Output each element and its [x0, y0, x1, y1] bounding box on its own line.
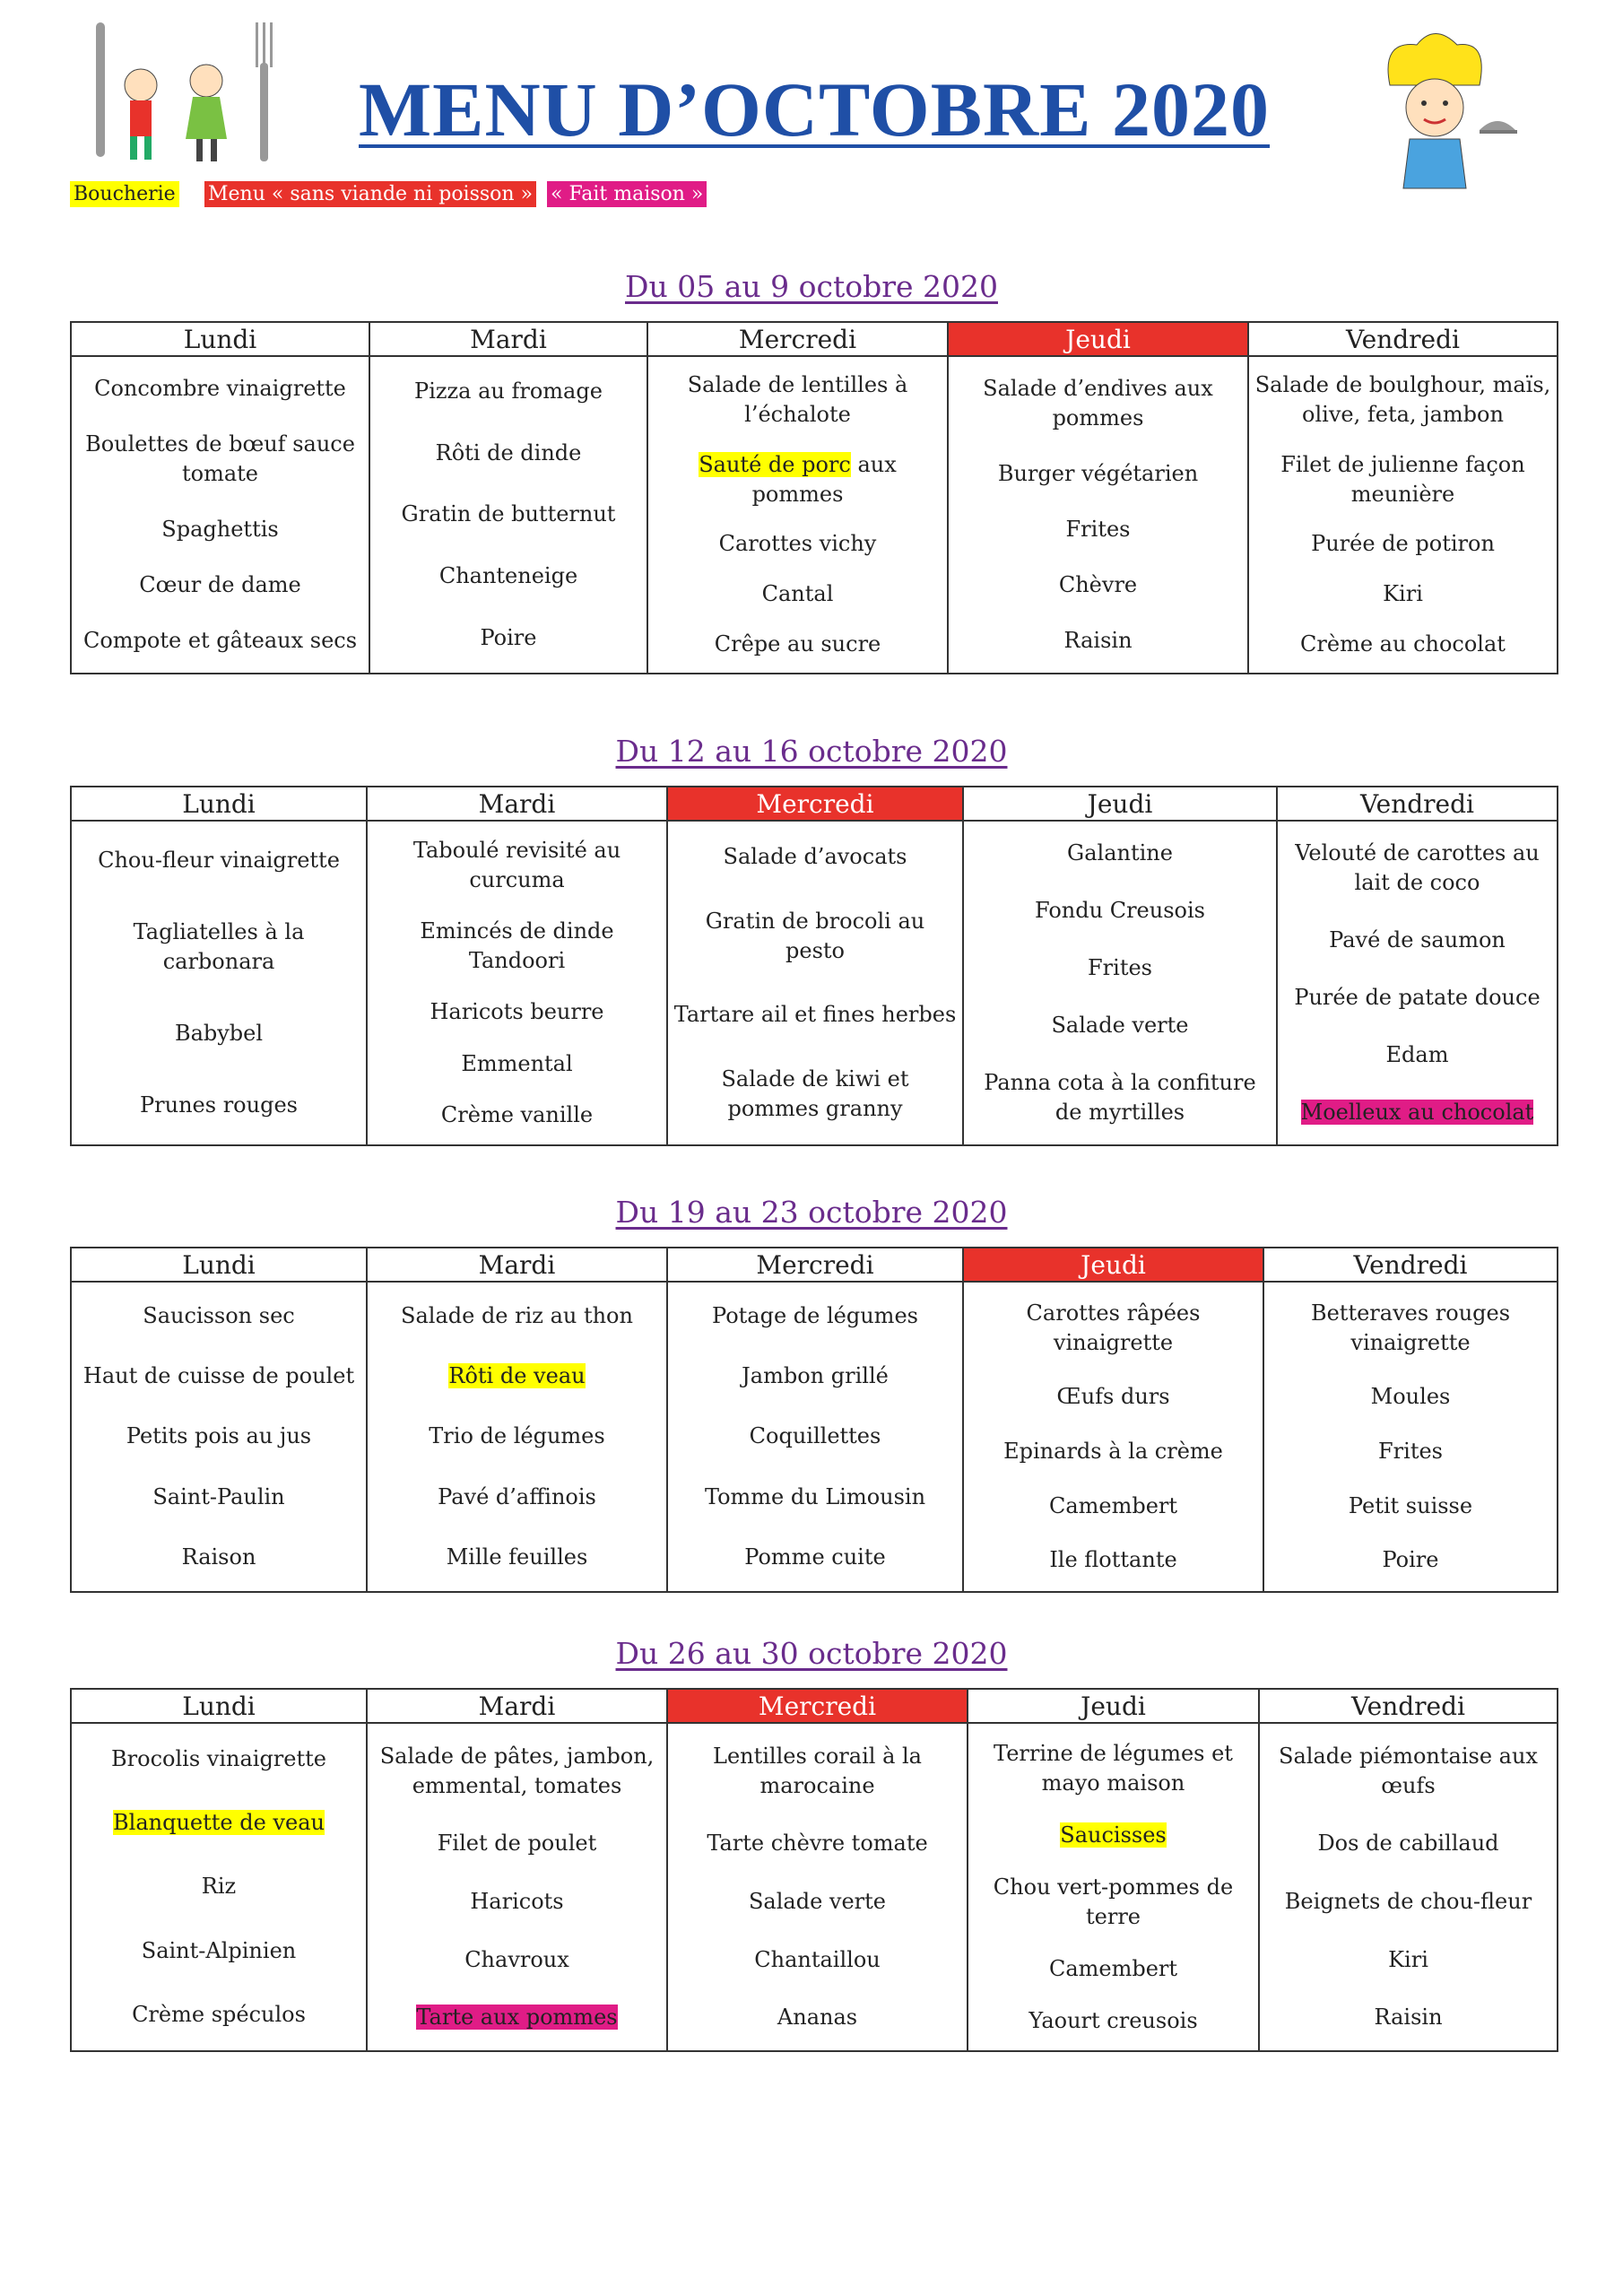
- menu-item: Mille feuilles: [446, 1544, 588, 1570]
- menu-item: Tarte chèvre tomate: [707, 1831, 928, 1857]
- menu-item: Emmental: [461, 1050, 573, 1076]
- menu-item: Kiri: [1388, 1946, 1428, 1972]
- week-menu-table: [70, 321, 1558, 674]
- menu-item-boucherie: Blanquette de veau: [113, 1810, 325, 1836]
- menu-item-boucherie: Sauté de porc aux pommes: [699, 451, 897, 507]
- menu-item: Petits pois au jus: [126, 1423, 312, 1449]
- day-header: Mardi: [367, 1248, 667, 1282]
- legend-boucherie: Boucherie: [70, 181, 179, 207]
- menu-item: Concombre vinaigrette: [94, 375, 346, 401]
- menu-item-boucherie: Rôti de veau: [448, 1363, 586, 1389]
- menu-item: Emincés de dinde Tandoori: [420, 918, 614, 974]
- day-header: Jeudi: [968, 1689, 1259, 1723]
- menu-item: Haricots beurre: [430, 999, 604, 1025]
- menu-item: Betteraves rouges vinaigrette: [1310, 1300, 1511, 1355]
- day-header: Mercredi: [667, 1248, 963, 1282]
- menu-item: Brocolis vinaigrette: [111, 1746, 326, 1772]
- menu-item: Petit suisse: [1348, 1492, 1473, 1518]
- menu-item: Salade de riz au thon: [401, 1303, 633, 1329]
- week-title: Du 05 au 9 octobre 2020: [625, 269, 998, 304]
- day-header: Mardi: [369, 322, 647, 356]
- menu-item: Prunes rouges: [140, 1091, 298, 1118]
- day-header: Jeudi: [963, 787, 1277, 821]
- menu-item: Epinards à la crème: [1003, 1438, 1223, 1464]
- menu-item-fait-maison: Tarte aux pommes: [416, 2005, 618, 2031]
- menu-item: Velouté de carottes au lait de coco: [1295, 840, 1540, 896]
- menu-item: Raison: [181, 1544, 256, 1570]
- menu-item: Rôti de dinde: [435, 439, 582, 465]
- menu-item: Burger végétarien: [997, 460, 1199, 486]
- menu-item: Purée de patate douce: [1294, 984, 1541, 1010]
- menu-item: Saint-Alpinien: [141, 1937, 297, 1963]
- menu-item: Saucisson sec: [143, 1303, 295, 1329]
- menu-item: Chèvre: [1058, 572, 1138, 598]
- menu-item: Compote et gâteaux secs: [82, 628, 358, 654]
- menu-item: Chavroux: [464, 1946, 569, 1972]
- day-header-meatless: Jeudi: [963, 1248, 1263, 1282]
- menu-item: Moules: [1370, 1384, 1451, 1410]
- menu-item-fait-maison: Moelleux au chocolat: [1300, 1099, 1534, 1125]
- menu-item: Kiri: [1383, 581, 1423, 607]
- menu-item: Taboulé revisité au curcuma: [412, 838, 621, 893]
- menu-item: Camembert: [1048, 1492, 1178, 1518]
- menu-item: Raisin: [1374, 2005, 1443, 2031]
- menu-item: Crème au chocolat: [1300, 631, 1506, 657]
- day-header-meatless: Jeudi: [948, 322, 1248, 356]
- menu-item: Chou vert-pommes de terre: [993, 1874, 1234, 1929]
- menu-item: Gratin de butternut: [401, 501, 616, 527]
- day-header: Vendredi: [1248, 322, 1558, 356]
- menu-item: Chou-fleur vinaigrette: [98, 848, 340, 874]
- menu-item: Ile flottante: [1049, 1547, 1177, 1573]
- menu-item: Edam: [1385, 1041, 1449, 1067]
- menu-item: Frites: [1088, 954, 1152, 980]
- day-header: Mardi: [367, 1689, 667, 1723]
- menu-item: Salade de lentilles à l’échalote: [687, 372, 908, 428]
- menu-item: Riz: [201, 1874, 237, 1900]
- menu-item: Jambon grillé: [742, 1363, 889, 1389]
- menu-item: Pizza au fromage: [414, 378, 603, 404]
- menu-item: Salade verte: [1051, 1012, 1189, 1038]
- day-header: Lundi: [71, 1689, 367, 1723]
- week-menu-table: [70, 1247, 1558, 1593]
- menu-item: Poire: [480, 625, 537, 651]
- menu-item: Œufs durs: [1056, 1384, 1170, 1410]
- menu-item: Tagliatelles à la carbonara: [133, 919, 305, 975]
- page-title: MENU D’OCTOBRE 2020: [359, 66, 1271, 152]
- week-title: Du 12 au 16 octobre 2020: [615, 734, 1008, 769]
- week-menu-table: [70, 786, 1558, 1146]
- menu-item: Crêpe au sucre: [714, 631, 881, 657]
- day-header: Mercredi: [647, 322, 948, 356]
- menu-item: Salade d’endives aux pommes: [983, 375, 1213, 430]
- day-header: Lundi: [71, 1248, 367, 1282]
- day-header: Mardi: [367, 787, 667, 821]
- chef-illustration: [1345, 22, 1524, 211]
- menu-item: Cœur de dame: [139, 572, 301, 598]
- menu-item: Purée de potiron: [1311, 531, 1495, 557]
- menu-item: Saint-Paulin: [152, 1483, 285, 1509]
- menu-item: Salade de kiwi et pommes granny: [721, 1065, 909, 1121]
- menu-item: Raisin: [1063, 628, 1133, 654]
- menu-item: Trio de légumes: [429, 1423, 605, 1449]
- menu-item: Pomme cuite: [744, 1544, 886, 1570]
- menu-item: Filet de poulet: [437, 1831, 597, 1857]
- menu-item: Boulettes de bœuf sauce tomate: [85, 430, 355, 486]
- week-title: Du 19 au 23 octobre 2020: [615, 1195, 1008, 1230]
- menu-item: Salade piémontaise aux œufs: [1279, 1743, 1538, 1798]
- week-menu-table: [70, 1688, 1558, 2052]
- day-header: Vendredi: [1277, 787, 1558, 821]
- day-header: Vendredi: [1259, 1689, 1558, 1723]
- day-header-meatless: Mercredi: [667, 1689, 968, 1723]
- menu-item: Yaourt creusois: [1028, 2007, 1198, 2033]
- menu-item: Tartare ail et fines herbes: [673, 1002, 957, 1028]
- menu-item: Tomme du Limousin: [704, 1483, 926, 1509]
- menu-item: Ananas: [777, 2005, 858, 2031]
- menu-item: Pavé de saumon: [1329, 927, 1506, 953]
- menu-item: Coquillettes: [749, 1423, 881, 1449]
- menu-item: Fondu Creusois: [1035, 898, 1205, 924]
- menu-item: Lentilles corail à la marocaine: [713, 1743, 922, 1798]
- menu-item: Potage de légumes: [712, 1303, 918, 1329]
- day-header-meatless: Mercredi: [667, 787, 963, 821]
- menu-item: Spaghettis: [161, 516, 279, 542]
- boucherie-highlight: Sauté de porc: [699, 451, 851, 477]
- menu-item-boucherie: Saucisses: [1060, 1822, 1167, 1848]
- menu-item: Galantine: [1067, 840, 1173, 866]
- menu-item: Haut de cuisse de poulet: [82, 1363, 355, 1389]
- menu-item: Beignets de chou-fleur: [1284, 1888, 1532, 1914]
- menu-item: Carottes vichy: [718, 531, 877, 557]
- menu-item: Terrine de légumes et mayo maison: [994, 1740, 1233, 1796]
- menu-item: Pavé d’affinois: [438, 1483, 596, 1509]
- menu-item: Carottes râpées vinaigrette: [1026, 1300, 1201, 1355]
- menu-item: Crème spéculos: [132, 2001, 306, 2027]
- day-header: Lundi: [71, 322, 369, 356]
- menu-item: Salade d’avocats: [723, 844, 907, 870]
- menu-item: Babybel: [174, 1020, 264, 1046]
- kids-cutlery-illustration: [85, 18, 282, 170]
- menu-item: Haricots: [470, 1888, 564, 1914]
- menu-item: Chantaillou: [754, 1946, 881, 1972]
- menu-item: Gratin de brocoli au pesto: [705, 908, 925, 963]
- legend-fait-maison: « Fait maison »: [547, 181, 707, 207]
- menu-item: Frites: [1065, 516, 1131, 542]
- menu-item: Filet de julienne façon meunière: [1280, 451, 1525, 507]
- menu-item: Crème vanille: [440, 1101, 594, 1127]
- menu-item: Chanteneige: [438, 563, 578, 589]
- menu-item: Poire: [1382, 1547, 1439, 1573]
- menu-item: Salade verte: [748, 1888, 886, 1914]
- day-header: Vendredi: [1263, 1248, 1558, 1282]
- day-header: Lundi: [71, 787, 367, 821]
- legend-sans-viande: Menu « sans viande ni poisson »: [204, 181, 536, 207]
- menu-item: Cantal: [761, 581, 834, 607]
- week-title: Du 26 au 30 octobre 2020: [615, 1636, 1008, 1671]
- menu-item: Frites: [1378, 1438, 1443, 1464]
- menu-item: Salade de boulghour, maïs, olive, feta, jambon: [1254, 372, 1551, 428]
- menu-item: Dos de cabillaud: [1317, 1831, 1499, 1857]
- menu-item: Camembert: [1048, 1955, 1178, 1981]
- menu-item: Salade de pâtes, jambon, emmental, tomates: [379, 1743, 655, 1798]
- menu-item: Panna cota à la confiture de myrtilles: [984, 1069, 1256, 1125]
